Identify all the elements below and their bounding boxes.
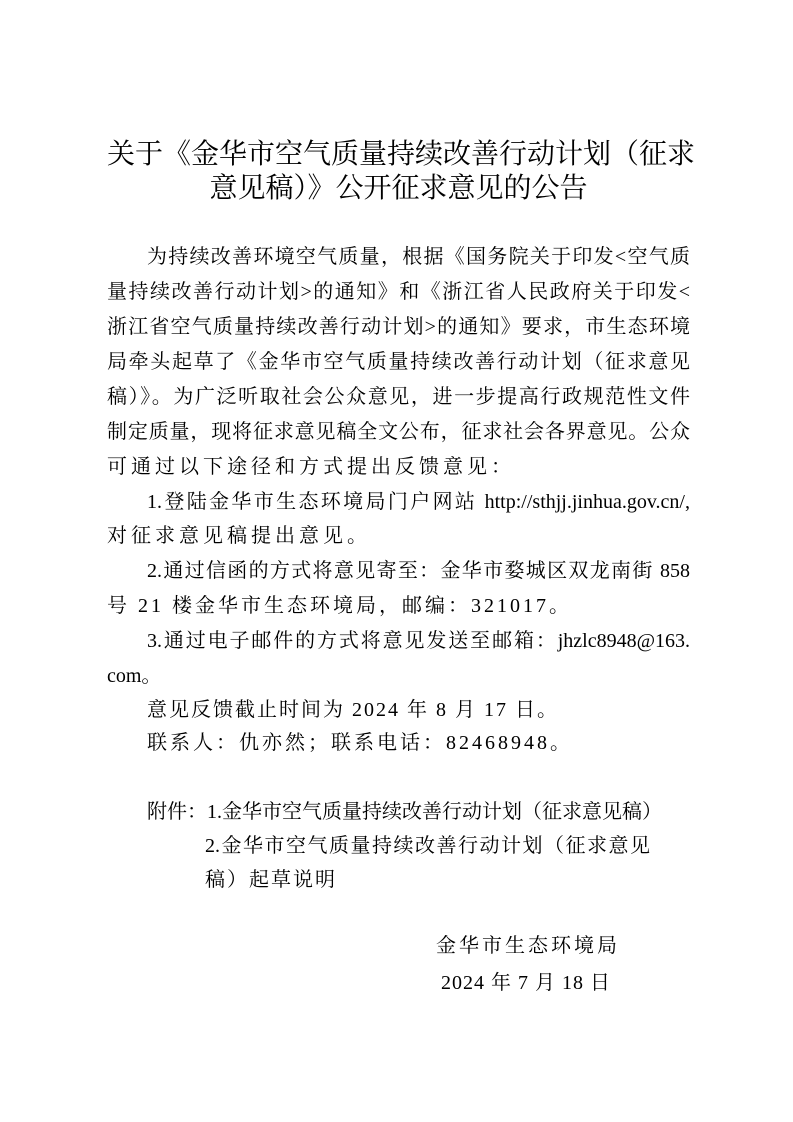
mail-item: 2.通过信函的方式将意见寄至：金华市婺城区双龙南街 858 bbox=[147, 560, 690, 582]
signature-date: 2024 年 7 月 18 日 bbox=[441, 972, 611, 994]
body-line: 制定质量，现将征求意见稿全文公布，征求社会各界意见。公众 bbox=[107, 421, 690, 443]
body-line: 可通过以下途径和方式提出反馈意见： bbox=[107, 456, 515, 478]
website-item: 1.登陆金华市生态环境局门户网站 http://sthjj.jinhua.gov.cn/, bbox=[147, 491, 690, 513]
body-line: 浙江省空气质量持续改善行动计划>的通知》要求，市生态环境 bbox=[107, 316, 690, 338]
email-item: 3.通过电子邮件的方式将意见发送至邮箱：jhzlc8948@163. bbox=[147, 630, 690, 652]
attachment-2-cont: 稿）起草说明 bbox=[205, 869, 337, 891]
body-line: 号 21 楼金华市生态环境局，邮编：321017。 bbox=[107, 595, 572, 617]
document-title-line-1: 关于《金华市空气质量持续改善行动计划（征求 bbox=[107, 139, 696, 170]
attachment-1: 附件：1.金华市空气质量持续改善行动计划（征求意见稿） bbox=[147, 801, 662, 823]
body-line: 量持续改善行动计划>的通知》和《浙江省人民政府关于印发< bbox=[107, 281, 690, 303]
deadline-text: 意见反馈截止时间为 2024 年 8 月 17 日。 bbox=[147, 699, 559, 721]
body-line: 局牵头起草了《金华市空气质量持续改善行动计划（征求意见 bbox=[107, 351, 690, 373]
body-line: com。 bbox=[107, 665, 162, 687]
document-title-line-2: 意见稿）》公开征求意见的公告 bbox=[209, 173, 588, 204]
body-line: 对征求意见稿提出意见。 bbox=[107, 525, 371, 547]
signature-org: 金华市生态环境局 bbox=[436, 935, 620, 957]
contact-text: 联系人：仇亦然；联系电话：82468948。 bbox=[147, 732, 573, 754]
body-line: 为持续改善环境空气质量，根据《国务院关于印发<空气质 bbox=[147, 246, 690, 268]
body-line: 稿）》。为广泛听取社会公众意见，进一步提高行政规范性文件 bbox=[107, 386, 690, 408]
attachment-2: 2.金华市空气质量持续改善行动计划（征求意见 bbox=[205, 835, 650, 857]
